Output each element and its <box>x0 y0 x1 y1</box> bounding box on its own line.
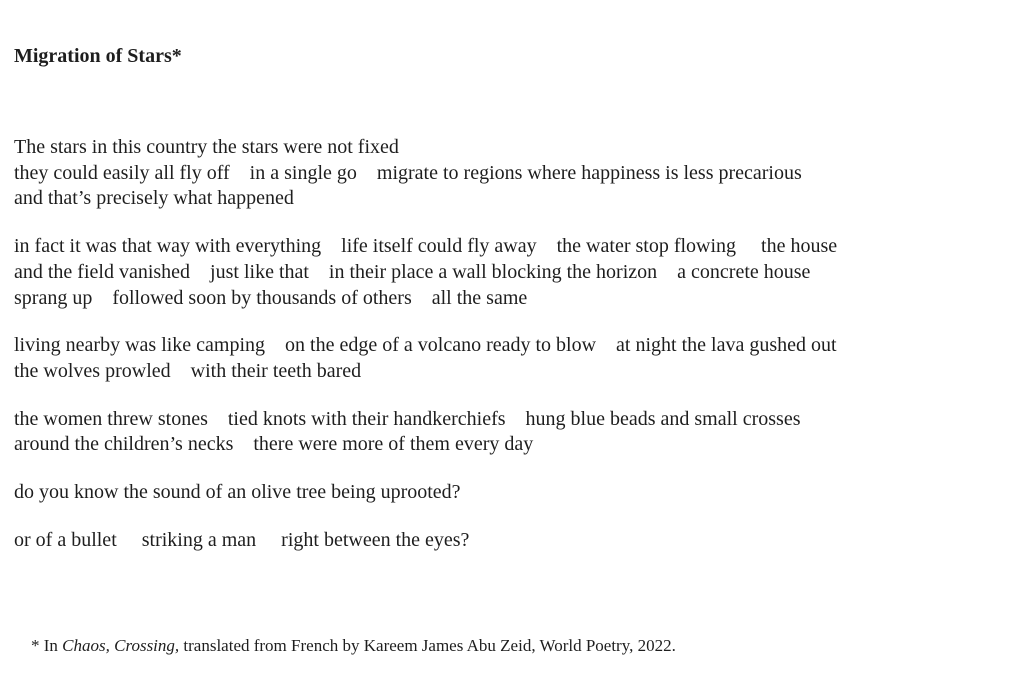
stanza-question-2 <box>14 528 1010 554</box>
poem-line: sprang up followed soon by thousands of others all the same <box>14 286 528 309</box>
stanza-1 <box>14 135 1010 212</box>
stanza-3 <box>14 333 1010 384</box>
poem-line: the women threw stones tied knots with their handkerchiefs hung blue beads and small crosses <box>14 407 801 430</box>
poem-line: living nearby was like camping on the edge of a volcano ready to blow at night the lava gushed out <box>14 334 837 357</box>
poem-line: in fact it was that way with everything life itself could fly away the water stop flowing the house <box>14 235 838 258</box>
poem-line: the wolves prowled with their teeth bared <box>14 359 362 382</box>
poem-title: Migration of Stars* <box>14 45 182 67</box>
poem-line: they could easily all fly off in a single go migrate to regions where happiness is less precarious <box>14 161 802 184</box>
translation-footnote <box>14 613 1010 679</box>
poem-line: and the field vanished just like that in their place a wall blocking the horizon a concrete house <box>14 260 811 283</box>
poem-line: The stars in this country the stars were not fixed <box>14 136 399 158</box>
poem-line: do you know the sound of an olive tree being uprooted? <box>14 481 461 504</box>
poem-line: or of a bullet striking a man right between the eyes? <box>14 528 470 551</box>
book-title: Chaos, Crossing, <box>62 636 180 656</box>
stanza-2 <box>14 234 1010 311</box>
poem-line: around the children’s necks there were more of them every day <box>14 433 534 456</box>
poem-line: and that’s precisely what happened <box>14 187 294 210</box>
footnote-prefix: * In <box>31 636 63 656</box>
footnote-rest: translated from French by Kareem James Abu Zeid, World Poetry, 2022. <box>179 636 676 656</box>
stanza-4 <box>14 407 1010 458</box>
stanza-question-1 <box>14 480 1010 506</box>
